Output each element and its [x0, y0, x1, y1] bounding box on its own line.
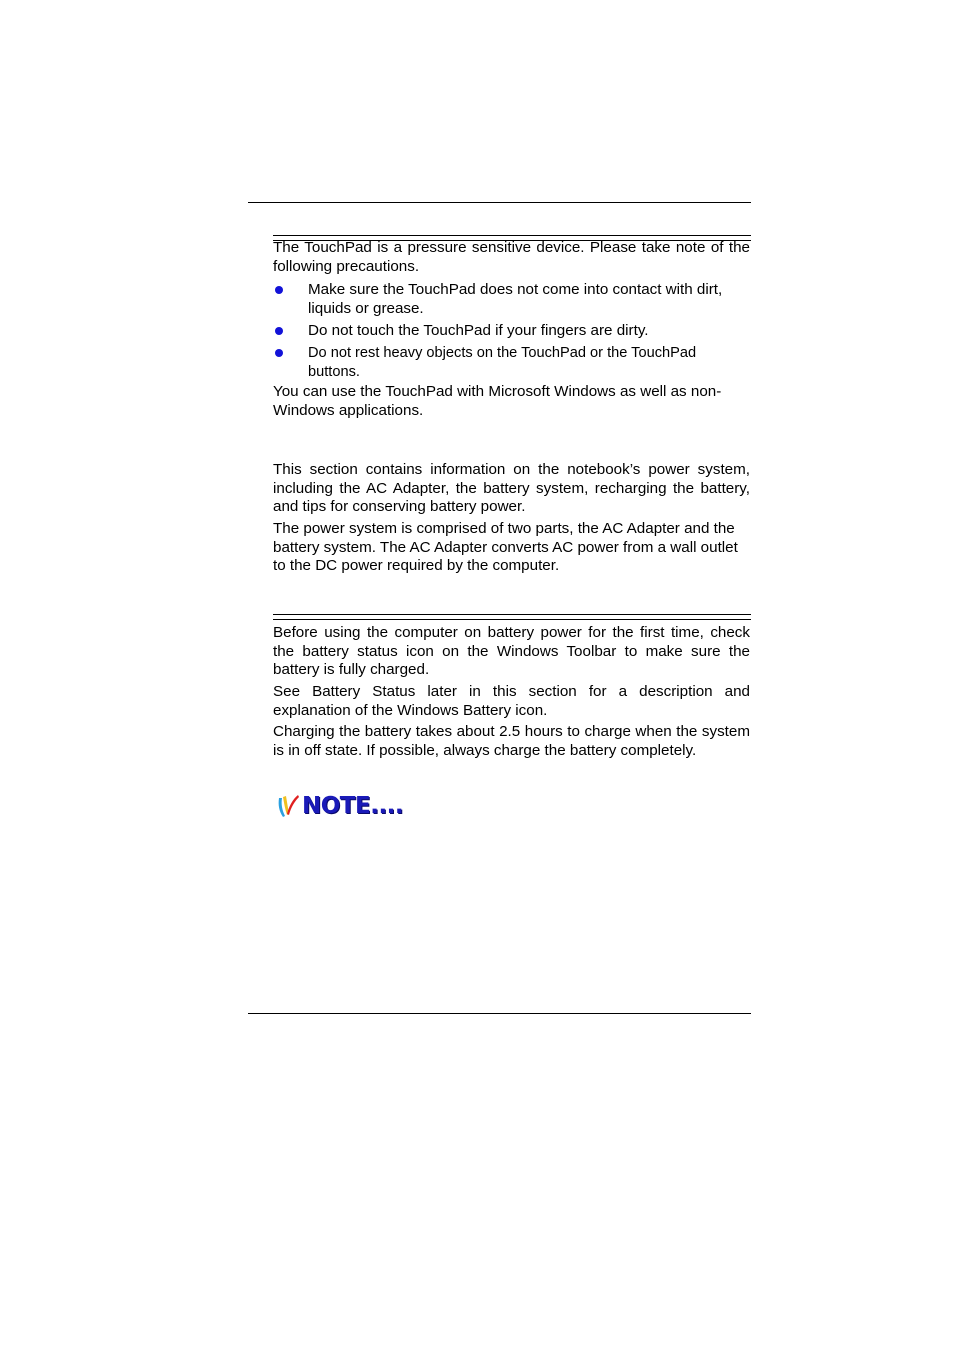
- precaution-text: Make sure the TouchPad does not come into contact with dirt, liquids or grease.: [308, 281, 723, 317]
- list-item: [273, 281, 750, 319]
- footer-rule: [248, 1013, 751, 1014]
- power-paragraph-1: This section contains information on the notebook’s power system, including the AC Adapter, the battery system, recharging the battery, and tips for conserving battery power.: [273, 461, 750, 516]
- precaution-text: Do not rest heavy objects on the TouchPad or the TouchPad buttons.: [308, 345, 697, 380]
- header-rule: [248, 202, 751, 203]
- battery-section-divider: [273, 614, 751, 620]
- touchpad-intro: The TouchPad is a pressure sensitive device. Please take note of the following precautions.: [273, 239, 750, 275]
- bullet-icon: [275, 349, 283, 357]
- power-paragraph-2: The power system is comprised of two parts, the AC Adapter and the battery system. The AC Adapter converts AC power from a wall outlet to the DC power required by the computer.: [273, 520, 738, 575]
- battery-paragraph-2: See Battery Status later in this section for a description and explanation of the Windows Battery icon.: [273, 683, 750, 719]
- note-label: NOTE....: [302, 793, 404, 819]
- note-logo: [276, 791, 408, 821]
- bullet-icon: [275, 327, 283, 335]
- bullet-icon: [275, 286, 283, 294]
- list-item: [273, 322, 750, 341]
- list-item: [273, 344, 750, 382]
- battery-paragraph-1: Before using the computer on battery power for the first time, check the battery status icon on the Windows Toolbar to make sure the battery is fully charged.: [273, 624, 750, 679]
- precaution-text: Do not touch the TouchPad if your fingers are dirty.: [308, 322, 649, 339]
- battery-paragraph-3: Charging the battery takes about 2.5 hours to charge when the system is in off state. If possible, always charge the battery completely.: [273, 723, 750, 759]
- note-mark-icon: [276, 791, 302, 821]
- touchpad-closing: You can use the TouchPad with Microsoft Windows as well as non-Windows applications.: [273, 383, 722, 419]
